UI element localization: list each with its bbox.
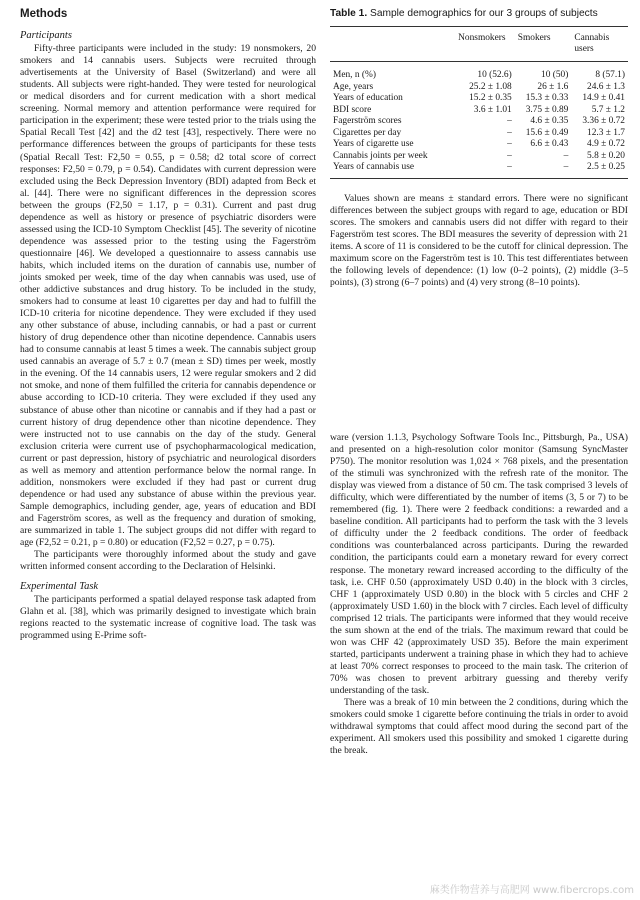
table-cell: – [507, 127, 512, 138]
table-cell: Fagerström scores [333, 116, 402, 127]
table-cell: 24.6 ± 1.3 [587, 81, 625, 92]
table-row [330, 82, 628, 94]
table-cell: 15.2 ± 0.35 [469, 93, 512, 104]
task-paragraph: The participants performed a spatial delayed response task adapted from Glahn et al. [38], which was primarily designed to investigate which brain regions reacted to the systematic increase of cognitive load. The task was programmed using E-Prime soft- [20, 594, 316, 642]
table-cell: – [507, 150, 512, 161]
table-cell: – [507, 139, 512, 150]
table-header-cell: Cannabis users [571, 27, 628, 62]
table-cell: 3.36 ± 0.72 [582, 116, 625, 127]
task-heading: Experimental Task [20, 581, 99, 593]
watermark: 麻类作物营养与高肥网 www.fibercrops.com [429, 885, 634, 896]
table-cell: 10 (50) [541, 70, 569, 81]
table-cell: Years of cigarette use [333, 139, 414, 150]
demographics-table [330, 26, 628, 179]
table-cell: 3.6 ± 1.01 [473, 104, 512, 115]
table-cell: 12.3 ± 1.7 [587, 127, 625, 138]
table-row [330, 93, 628, 105]
left-column [20, 8, 316, 642]
right-paragraph-2: There was a break of 10 min between the 2 conditions, during which the smokers could smoke 1 cigarette before continuing the trials in order to avoid withdrawal symptoms that could affect mood during the second part of the experiment. All smokers used this possibility and smoked 1 cigarette during the break. [330, 697, 628, 757]
table-row [330, 62, 628, 82]
table-caption [330, 8, 628, 20]
table-header-row [330, 27, 628, 62]
table-row [330, 116, 628, 128]
table-cell: – [563, 150, 569, 161]
table-cell: 15.3 ± 0.33 [525, 93, 569, 104]
table-row [330, 139, 628, 151]
table-row [330, 151, 628, 163]
table-header-cell [330, 27, 455, 62]
table-cell: Cannabis joints per week [333, 150, 428, 161]
table-row [330, 128, 628, 140]
table-cell: 5.8 ± 0.20 [587, 150, 625, 161]
table-cell: 26 ± 1.6 [537, 81, 569, 92]
table-cell: 4.9 ± 0.72 [587, 139, 625, 150]
table-cell: – [455, 162, 515, 178]
table-cell: 3.75 ± 0.89 [525, 104, 569, 115]
table-cell: 6.6 ± 0.43 [530, 139, 569, 150]
table-cell: 25.2 ± 1.08 [469, 81, 512, 92]
table-header-cell: Nonsmokers [455, 27, 515, 62]
table-cell: – [515, 162, 572, 178]
table-cell: – [507, 116, 512, 127]
table-cell: 15.6 ± 0.49 [525, 127, 569, 138]
participants-heading: Participants [20, 30, 72, 42]
table-cell: 14.9 ± 0.41 [582, 93, 625, 104]
table-cell: BDI score [333, 104, 372, 115]
table-cell: 10 (52.6) [477, 70, 512, 81]
table-cell: 8 (57.1) [595, 70, 625, 81]
table-caption-text: Sample demographics for our 3 groups of subjects [370, 8, 598, 19]
right-column-text [330, 432, 628, 757]
table-note: Values shown are means ± standard errors. There were no significant differences between the subject groups with regard to age, education or BDI scores. The smokers and cannabis users did not differ with regard to their Fagerström test scores. The BDI measures the severity of depression with 21 items. A score of 11 is considered to be the cutoff for clinical depression. The maximum score on the Fagerström test is 10. This test differentiates between the following levels of dependence: (1) low (0–2 points), (2) middle (3–5 points), (3) strong (6–7 points) and (4) very strong (8–10 points). [330, 192, 628, 288]
participants-paragraph-1: Fifty-three participants were included in the study: 19 nonsmokers, 20 smokers and 14 cannabis users. Subjects were recruited through advertisements at the University of Basel (Switzerland) and were all students. All subjects were right-handed. They were tested for neurological or medical disorders and for current medication with a short medical screening. Normal memory and attention performance were required for participation in the experiment; these were tested prior to the trials using the Spatial Recall Test [42] and the d2 test [43], respectively. There were no performance differences between the groups of participants for these tests (Spatial Recall Test: F2,50 = 0.55, p = 0.58; d2 total score of correct responses: F2,50 = 0.79, p = 0.54). Candidates with current depression were excluded using the Beck Depression Inventory (BDI) adapted from Beck et al. [44]. There were no significant differences in the depression scores between the groups (F2,50 = 1.17, p = 0.31). Current and past drug dependence as well as history or presence of psychiatric disorders were assessed using the ICD-10 Symptom Checklist [45]. The severity of nicotine dependence was assessed prior to the testing using the Fagerström questionnaire [46]. We developed a questionnaire to assess cannabis use habits, which included items on the duration of cannabis use, number of joints smoked per week, time of the day when cannabis was used, use of other addictive substances and drug history. To be included in the study, smokers had to consume at least 10 cigarettes per day and had to fulfill the ICD-10 criteria for nicotine dependence. They were excluded if they used any other substance of abuse, including cannabis, or had a past or current history of drug dependence other than nicotine dependence. Cannabis users had to consume cannabis at least 5 times a week. The cannabis subject group used cannabis an average of 5.7 ± 0.7 (mean ± SD) times per week, mostly in the evening. Of the 14 cannabis users, 12 were regular smokers and 2 did not smoke, and none of them fulfilled the criteria for cannabis dependence or abuse according to ICD-10 criteria. They were excluded if they used any substance of abuse other than nicotine or cannabis and if they had a past or current history of drug dependence other than nicotine dependence. They were instructed not to use cannabis on the day of the study. General exclusion criteria were current use of psychopharmacological medication, current or past depression, history of psychiatric and neurological disorders as well as memory and attention performance below the normal range. In addition, nonsmokers were excluded if they had past or current drug dependence or had used any substance of abuse within the previous year. Sample demographics, including gender, age, years of education and BDI and Fagerström scores, as well as the frequency and duration of smoking, are summarized in table 1. The subject groups did not differ with regard to age (F2,52 = 0.21, p = 0.80) or education (F2,52 = 0.27, p = 0.75). [20, 43, 316, 549]
table-cell: Men, n (%) [333, 70, 376, 81]
table-cell: 4.6 ± 0.35 [530, 116, 569, 127]
right-paragraph-1: ware (version 1.1.3, Psychology Software Tools Inc., Pittsburgh, Pa., USA) and presented on a high-resolution color monitor (Samsung SyncMaster P750). The monitor resolution was 1,024 × 768 pixels, and the presentation of the stimuli was synchronized with the refresh rate of the monitor. The display was viewed from a distance of 50 cm. The task comprised 3 levels of difficulty, which were differentiated by the number of items (3, 5 or 7) to be remembered (fig. 1). There were 2 feedback conditions: a rewarded and a baseline condition. All participants had to perform the task with the 3 levels of difficulty under the 2 feedback conditions. The order of feedback conditions was counterbalanced across participants. During the rewarded condition, the participants could earn a monetary reward for every correct response. The monetary reward increased according to the difficulty of the task, i.e. CHF 0.50 (approximately USD 0.40) in the block with 3 circles, CHF 1 (approximately USD 0.80) in the block with 5 circles and CHF 2 (approximately USD 1.60) in the block with 7 circles. Each level of difficulty comprised 12 trials. The participants were informed that they would receive the sum shown at the end of the trials. The maximum reward that could be won was CHF 42 (approximately USD 35). Before the main experiment started, participants underwent a training phase in which they had to achieve at least 70% correct responses to proceed to the main task. The criterion of 70% was chosen to prevent arbitrary guessing and thereby verify understanding of the task. [330, 432, 628, 696]
section-title: Methods [20, 8, 68, 20]
table-caption-label: Table 1. [330, 8, 368, 19]
table-cell: Cigarettes per day [333, 127, 402, 138]
table-block [330, 8, 628, 289]
table-cell: Years of cannabis use [330, 162, 455, 178]
table-cell: 2.5 ± 0.25 [571, 162, 628, 178]
table-row [330, 162, 628, 178]
table-cell: Years of education [333, 93, 403, 104]
table-header-cell: Smokers [515, 27, 572, 62]
table-cell: Age, years [333, 81, 374, 92]
table-cell: 5.7 ± 1.2 [591, 104, 625, 115]
participants-paragraph-2: The participants were thoroughly informed about the study and gave written informed consent according to the Declaration of Helsinki. [20, 549, 316, 573]
table-row [330, 105, 628, 117]
